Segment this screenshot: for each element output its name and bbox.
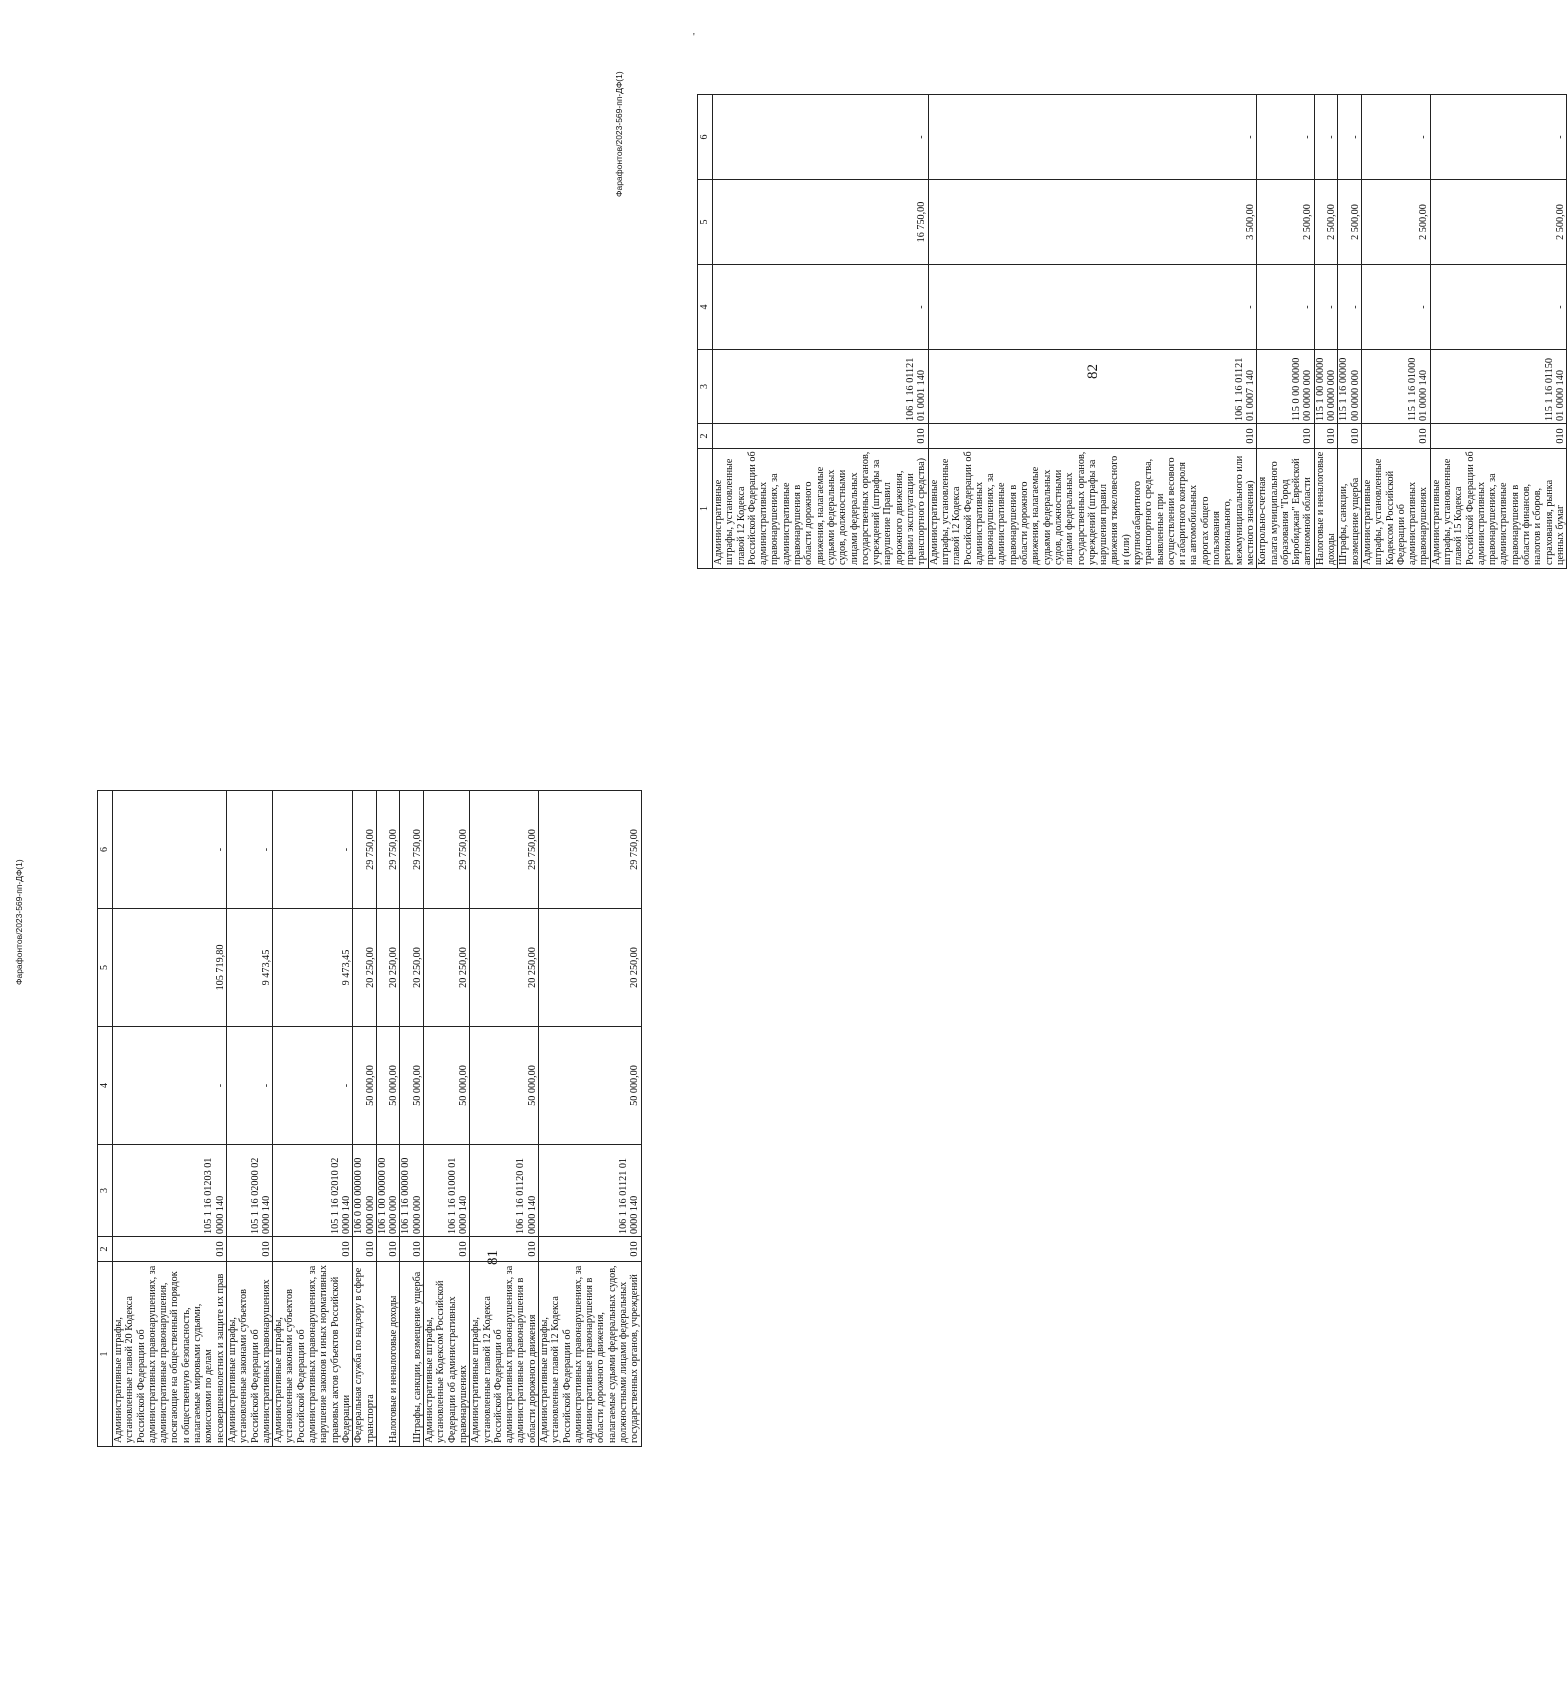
cell-line-code: 010 <box>713 424 929 449</box>
cell-budget-code: 115 1 16 01150 01 0000 140 <box>1430 350 1567 424</box>
cell-value-6: - <box>713 95 929 180</box>
cell-value-5: 20 250,00 <box>538 909 641 1027</box>
column-header-5: 5 <box>98 909 113 1027</box>
table-row <box>424 791 470 1447</box>
cell-line-code: 010 <box>400 1237 424 1262</box>
cell-value-4: - <box>928 265 1257 350</box>
column-header-3: 3 <box>698 350 713 424</box>
page-number: 82 <box>1085 364 1101 379</box>
cell-description: Административные штрафы, установленные главой 15 Кодекса Российской Федерации об административных правонарушениях, за административные правонарушения в области финансов, налогов и сборов, страхования, рынка ценных бумаг <box>1430 449 1567 569</box>
cell-line-code: 010 <box>353 1237 377 1262</box>
cell-value-4: - <box>1338 265 1362 350</box>
table-row <box>113 791 227 1447</box>
cell-value-6: - <box>928 95 1257 180</box>
cell-value-6: - <box>1314 95 1338 180</box>
cell-value-5: 2 500,00 <box>1361 180 1430 265</box>
cell-value-4: 50 000,00 <box>353 1027 377 1145</box>
document-page-81 <box>0 0 641 1697</box>
cell-description: Штрафы, санкции, возмещение ущерба <box>400 1262 424 1447</box>
cell-line-code: 010 <box>470 1237 539 1262</box>
cell-budget-code: 106 1 16 01000 01 0000 140 <box>424 1145 470 1237</box>
scan-mark: ' <box>693 32 695 43</box>
cell-value-4: 50 000,00 <box>538 1027 641 1145</box>
cell-line-code: 010 <box>1430 424 1567 449</box>
cell-budget-code: 105 1 16 01203 01 0000 140 <box>113 1145 227 1237</box>
cell-description: Федеральная служба по надзору в сфере транспорта <box>353 1262 377 1447</box>
cell-value-4: - <box>273 1027 353 1145</box>
rotated-content <box>600 0 1566 1697</box>
cell-description: Административные штрафы, установленные законами субъектов Российской Федерации об административных правонарушениях <box>226 1262 272 1447</box>
cell-line-code: 010 <box>538 1237 641 1262</box>
cell-value-6: - <box>1338 95 1362 180</box>
cell-value-6: - <box>273 791 353 909</box>
cell-value-4: 50 000,00 <box>424 1027 470 1145</box>
cell-value-6: 29 750,00 <box>424 791 470 909</box>
column-header-4: 4 <box>98 1027 113 1145</box>
cell-line-code: 010 <box>1257 424 1314 449</box>
table-row <box>353 791 377 1447</box>
cell-description: Административные штрафы, установленные главой 12 Кодекса Российской Федерации об административных правонарушениях, за административные правонарушения в области дорожного движения, налагаемые судьями федеральных судов, должностными лицами федеральных государственных органов, учреждений <box>538 1262 641 1447</box>
cell-description: Административные штрафы, установленные главой 20 Кодекса Российской Федерации об административных правонарушениях, за административные правонарушения, посягающие на общественный порядок и общественную безопасность, налагаемые мировыми судьями, комиссиями по делам несовершеннолетних и защите их прав <box>113 1262 227 1447</box>
cell-value-4: - <box>1361 265 1430 350</box>
cell-value-6: - <box>1257 95 1314 180</box>
column-header-2: 2 <box>698 424 713 449</box>
cell-value-4: - <box>1257 265 1314 350</box>
cell-value-5: 2 500,00 <box>1257 180 1314 265</box>
cell-value-5: 16 750,00 <box>713 180 929 265</box>
cell-value-5: 9 473,45 <box>273 909 353 1027</box>
cell-line-code: 010 <box>273 1237 353 1262</box>
cell-value-5: 2 500,00 <box>1338 180 1362 265</box>
rotated-content <box>0 0 641 1697</box>
cell-value-4: - <box>1314 265 1338 350</box>
table-row <box>1430 95 1567 569</box>
cell-description: Административные штрафы, установленные главой 12 Кодекса Российской Федерации об административных правонарушениях, за административные правонарушения в области дорожного движения <box>470 1262 539 1447</box>
cell-description: Штрафы, санкции, возмещение ущерба <box>1338 449 1362 569</box>
cell-value-6: 29 750,00 <box>376 791 400 909</box>
cell-line-code: 010 <box>113 1237 227 1262</box>
table-row <box>928 95 1257 569</box>
cell-description: Административные штрафы, установленные Кодексом Российской Федерации об административных правонарушениях <box>424 1262 470 1447</box>
column-header-6: 6 <box>698 95 713 180</box>
cell-line-code: 010 <box>376 1237 400 1262</box>
cell-budget-code: 106 1 16 01121 01 0007 140 <box>928 350 1257 424</box>
cell-budget-code: 106 0 00 00000 00 0000 000 <box>353 1145 377 1237</box>
table-row <box>1314 95 1338 569</box>
table-row <box>1361 95 1430 569</box>
table-row <box>273 791 353 1447</box>
cell-value-5: 105 719,80 <box>113 909 227 1027</box>
column-header-5: 5 <box>698 180 713 265</box>
cell-value-5: 9 473,45 <box>226 909 272 1027</box>
cell-description: Налоговые и неналоговые доходы <box>1314 449 1338 569</box>
cell-budget-code: 115 1 16 00000 00 0000 000 <box>1338 350 1362 424</box>
cell-value-6: - <box>1361 95 1430 180</box>
table-row <box>400 791 424 1447</box>
cell-budget-code: 115 1 00 00000 00 0000 000 <box>1314 350 1338 424</box>
cell-value-5: 20 250,00 <box>470 909 539 1027</box>
cell-value-5: 20 250,00 <box>353 909 377 1027</box>
column-header-4: 4 <box>698 265 713 350</box>
column-header-2: 2 <box>98 1237 113 1262</box>
cell-value-4: - <box>226 1027 272 1145</box>
cell-value-5: 20 250,00 <box>424 909 470 1027</box>
column-header-1: 1 <box>698 449 713 569</box>
cell-budget-code: 106 1 16 01120 01 0000 140 <box>470 1145 539 1237</box>
cell-value-6: 29 750,00 <box>538 791 641 909</box>
cell-budget-code: 105 1 16 02000 02 0000 140 <box>226 1145 272 1237</box>
document-page-82 <box>600 0 1566 1697</box>
revenue-table <box>697 94 1567 569</box>
table-row <box>376 791 400 1447</box>
cell-description: Административные штрафы, установленные законами субъектов Российской Федерации об административных правонарушениях, за нарушение законов и иных нормативных правовых актов субъектов Российской Федерации <box>273 1262 353 1447</box>
cell-line-code: 010 <box>1361 424 1430 449</box>
table-row <box>470 791 539 1447</box>
cell-value-4: 50 000,00 <box>400 1027 424 1145</box>
cell-budget-code: 106 1 16 00000 00 0000 000 <box>400 1145 424 1237</box>
cell-line-code: 010 <box>1338 424 1362 449</box>
cell-line-code: 010 <box>1314 424 1338 449</box>
table-row <box>713 95 929 569</box>
column-header-3: 3 <box>98 1145 113 1237</box>
table-header-row <box>698 95 713 569</box>
cell-value-5: 20 250,00 <box>400 909 424 1027</box>
revenue-table <box>97 790 642 1447</box>
column-header-1: 1 <box>98 1262 113 1447</box>
cell-value-6: 29 750,00 <box>470 791 539 909</box>
cell-budget-code: 105 1 16 02010 02 0000 140 <box>273 1145 353 1237</box>
cell-value-6: - <box>1430 95 1567 180</box>
document-footer: Фарафонтов/2023-569-пп-ДФ(1) <box>14 859 24 985</box>
table-row <box>1257 95 1314 569</box>
cell-value-6: 29 750,00 <box>353 791 377 909</box>
table-header-row <box>98 791 113 1447</box>
cell-value-5: 2 500,00 <box>1430 180 1567 265</box>
cell-budget-code: 106 1 16 01121 01 0001 140 <box>713 350 929 424</box>
column-header-6: 6 <box>98 791 113 909</box>
cell-budget-code: 106 1 16 01121 01 0000 140 <box>538 1145 641 1237</box>
cell-value-5: 2 500,00 <box>1314 180 1338 265</box>
cell-value-6: 29 750,00 <box>400 791 424 909</box>
cell-value-4: - <box>713 265 929 350</box>
cell-description: Контрольно-счетная палата муниципального образования "Город Биробиджан" Еврейской автономной области <box>1257 449 1314 569</box>
cell-line-code: 010 <box>928 424 1257 449</box>
cell-value-4: 50 000,00 <box>376 1027 400 1145</box>
document-footer: Фарафонтов/2023-569-пп-ДФ(1) <box>614 71 624 197</box>
table-row <box>226 791 272 1447</box>
cell-line-code: 010 <box>424 1237 470 1262</box>
cell-value-6: - <box>226 791 272 909</box>
cell-value-4: - <box>113 1027 227 1145</box>
cell-budget-code: 115 1 16 01000 01 0000 140 <box>1361 350 1430 424</box>
page-number: 81 <box>485 1250 501 1265</box>
cell-description: Налоговые и неналоговые доходы <box>376 1262 400 1447</box>
cell-value-6: - <box>113 791 227 909</box>
cell-description: Административные штрафы, установленные главой 12 Кодекса Российской Федерации об административных правонарушениях, за административные правонарушения в области дорожного движения, налагаемые судьями федеральных судов, должностными лицами федеральных государственных органов, учреждений (штрафы за нарушение Правил дорожного движения, правил эксплуатации транспортного средства) <box>713 449 929 569</box>
cell-line-code: 010 <box>226 1237 272 1262</box>
cell-budget-code: 115 0 00 00000 00 0000 000 <box>1257 350 1314 424</box>
cell-description: Административные штрафы, установленные главой 12 Кодекса Российской Федерации об административных правонарушениях, за административные правонарушения в области дорожного движения, налагаемые судьями федеральных судов, должностными лицами федеральных государственных органов, учреждений (штрафы за нарушения правил движения тяжеловесного и (или) крупногабаритного транспортного средства, выявленные при осуществлении весового и габаритного контроля на автомобильных дорогах общего пользования регионального, межмуниципального или местного значения) <box>928 449 1257 569</box>
cell-value-5: 20 250,00 <box>376 909 400 1027</box>
cell-value-4: 50 000,00 <box>470 1027 539 1145</box>
cell-budget-code: 106 1 00 00000 00 0000 000 <box>376 1145 400 1237</box>
table-row <box>1338 95 1362 569</box>
cell-value-5: 3 500,00 <box>928 180 1257 265</box>
cell-value-4: - <box>1430 265 1567 350</box>
cell-description: Административные штрафы, установленные Кодексом Российской Федерации об административных правонарушениях <box>1361 449 1430 569</box>
